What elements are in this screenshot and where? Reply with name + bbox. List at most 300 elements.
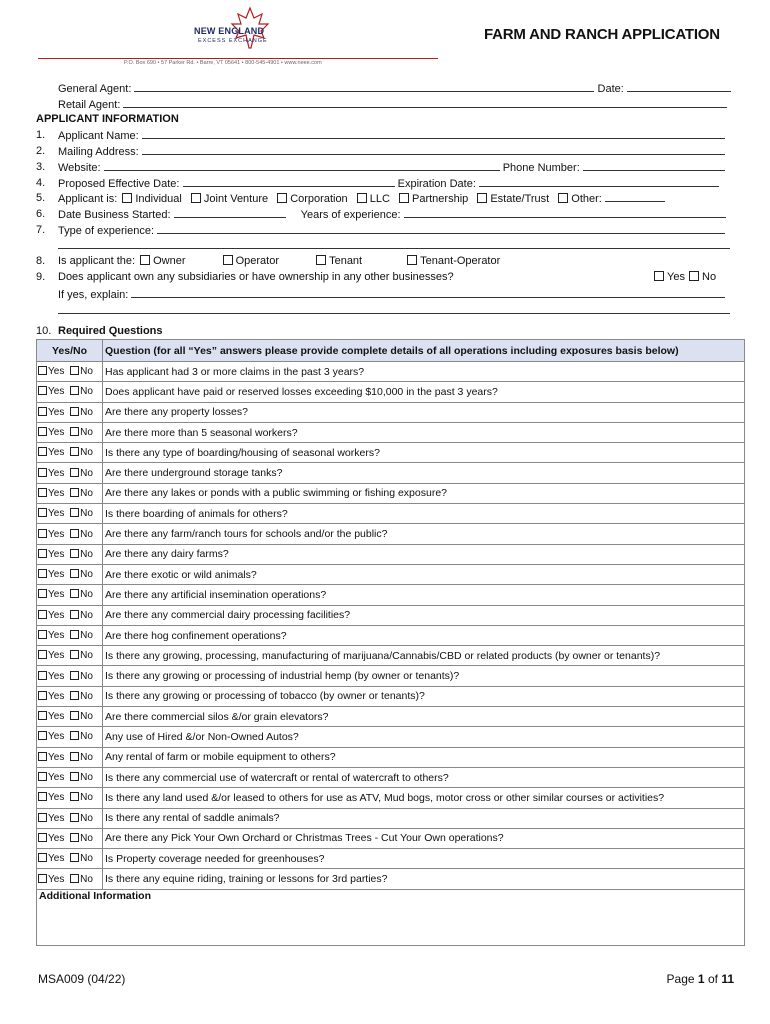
yes-checkbox[interactable] — [38, 529, 47, 538]
additional-info-row — [37, 889, 745, 945]
yes-checkbox[interactable] — [38, 610, 47, 619]
no-checkbox[interactable] — [70, 792, 79, 801]
question-text: Are there exotic or wild animals? — [105, 568, 257, 581]
no-label: No — [80, 447, 93, 459]
item-number: 7. — [36, 224, 46, 236]
no-checkbox[interactable] — [70, 752, 79, 761]
yes-label: Yes — [48, 630, 65, 641]
item-number: 5. — [36, 192, 46, 204]
no-checkbox[interactable] — [70, 366, 79, 375]
no-checkbox[interactable] — [70, 447, 79, 456]
yes-checkbox[interactable] — [38, 589, 47, 598]
option-label: Estate/Trust — [490, 193, 550, 205]
table-row — [37, 767, 745, 787]
question-text: Are there any artificial insemination operations? — [105, 588, 327, 601]
yes-label: Yes — [48, 751, 65, 763]
no-label: No — [80, 548, 93, 560]
no-checkbox[interactable] — [70, 488, 79, 497]
table-row — [37, 707, 745, 727]
type-experience-label: Type of experience: — [58, 225, 155, 237]
item-number: 2. — [36, 145, 46, 157]
yes-no-cell — [37, 483, 103, 503]
effective-date-label: Proposed Effective Date: — [58, 178, 180, 190]
no-label: No — [80, 711, 93, 723]
no-label: No — [80, 630, 93, 641]
question-text: Is there any growing, processing, manufacturing of marijuana/Cannabis/CBD or related products (by owner or tenants)? — [105, 649, 661, 662]
question-cell — [103, 788, 745, 808]
yes-label: Yes — [48, 873, 65, 885]
table-row — [37, 788, 745, 808]
brand-subname: EXCESS EXCHANGE — [198, 38, 268, 44]
yes-label: Yes — [48, 427, 65, 439]
retail-agent-row — [58, 97, 727, 112]
yes-no-cell — [37, 524, 103, 544]
no-label: No — [80, 832, 93, 844]
no-checkbox[interactable] — [70, 711, 79, 720]
question-text: Are there any lakes or ponds with a public swimming or fishing exposure? — [105, 487, 448, 500]
no-label: No — [80, 873, 93, 885]
joint-venture-checkbox[interactable] — [191, 193, 201, 203]
question-cell — [103, 625, 745, 645]
corporation-checkbox[interactable] — [277, 193, 287, 203]
question-cell — [103, 422, 745, 442]
no-label: No — [80, 528, 93, 540]
no-label: No — [80, 731, 93, 743]
option-label: Individual — [135, 193, 182, 205]
table-row — [37, 585, 745, 605]
question-text: Is there any rental of saddle animals? — [105, 812, 280, 825]
date-started-label: Date Business Started: — [58, 209, 171, 221]
question-text: Is Property coverage needed for greenhouses? — [105, 852, 325, 865]
yes-no-cell — [37, 382, 103, 402]
page-total: 11 — [721, 972, 734, 986]
question-cell — [103, 707, 745, 727]
question-text: Are there any Pick Your Own Orchard or Christmas Trees - Cut Your Own operations? — [105, 832, 504, 845]
yes-no-cell — [37, 463, 103, 483]
date-started-row — [58, 207, 726, 222]
yes-label: Yes — [48, 731, 65, 743]
item-number: 4. — [36, 177, 46, 189]
other-field[interactable] — [605, 191, 665, 202]
yes-label: Yes — [667, 271, 685, 283]
yes-no-cell — [37, 828, 103, 848]
yes-no-cell — [37, 646, 103, 666]
no-checkbox[interactable] — [70, 813, 79, 822]
date-field[interactable] — [627, 81, 731, 92]
option-label: Joint Venture — [203, 193, 269, 205]
no-label: No — [80, 751, 93, 763]
yes-no-cell — [37, 544, 103, 564]
no-label: No — [80, 386, 93, 398]
question-cell — [103, 767, 745, 787]
no-label: No — [80, 366, 93, 378]
yes-checkbox[interactable] — [38, 650, 47, 659]
option-label: Partnership — [412, 193, 469, 205]
no-label: No — [80, 853, 93, 865]
additional-info-field[interactable] — [37, 889, 745, 945]
website-row — [58, 160, 725, 175]
question-text: Is there any equine riding, training or lessons for 3rd parties? — [105, 873, 388, 886]
subsidiaries-no-checkbox[interactable] — [689, 271, 699, 281]
yes-no-cell — [37, 747, 103, 767]
no-label: No — [80, 772, 93, 784]
yes-checkbox[interactable] — [38, 508, 47, 517]
item-number: 10. — [36, 325, 52, 337]
yes-no-cell — [37, 605, 103, 625]
question-cell — [103, 828, 745, 848]
mailing-address-row — [58, 144, 725, 159]
yes-no-cell — [37, 362, 103, 382]
other-checkbox[interactable] — [558, 193, 568, 203]
type-experience-row-2 — [58, 238, 730, 253]
table-row — [37, 747, 745, 767]
form-id: MSA009 (04/22) — [38, 972, 126, 986]
retail-agent-label: Retail Agent: — [58, 99, 121, 111]
yes-label: Yes — [48, 447, 65, 459]
type-experience-field-2[interactable] — [58, 238, 730, 249]
question-text: Are there any farm/ranch tours for schools and/or the public? — [105, 528, 388, 541]
tenant-operator-checkbox[interactable] — [407, 255, 417, 265]
question-cell — [103, 808, 745, 828]
question-text: Is there any type of boarding/housing of seasonal workers? — [105, 446, 380, 459]
page-indicator — [667, 972, 734, 986]
option-label: LLC — [369, 193, 390, 205]
yes-checkbox[interactable] — [38, 711, 47, 720]
yes-label: Yes — [48, 772, 65, 784]
yes-checkbox[interactable] — [38, 569, 47, 578]
explain-row-2 — [58, 303, 730, 318]
website-label: Website: — [58, 162, 101, 174]
yes-checkbox[interactable] — [38, 549, 47, 558]
yes-checkbox[interactable] — [38, 772, 47, 781]
no-checkbox[interactable] — [70, 427, 79, 436]
no-checkbox[interactable] — [70, 407, 79, 416]
question-cell — [103, 362, 745, 382]
applicant-type-row — [58, 191, 665, 206]
yes-label: Yes — [48, 832, 65, 844]
required-questions-heading: Required Questions — [58, 325, 163, 337]
question-cell — [103, 443, 745, 463]
question-text: Are there any commercial dairy processing facilities? — [105, 609, 351, 622]
individual-checkbox[interactable] — [122, 193, 132, 203]
page-prefix: Page — [666, 972, 695, 986]
header-divider — [38, 58, 438, 59]
yes-checkbox[interactable] — [38, 874, 47, 883]
applicant-role-row — [58, 254, 500, 268]
table-row — [37, 544, 745, 564]
item-number: 9. — [36, 271, 46, 283]
tenant-checkbox[interactable] — [316, 255, 326, 265]
no-label: No — [80, 690, 93, 702]
yes-no-cell — [37, 504, 103, 524]
yes-no-cell — [37, 402, 103, 422]
option-label: Operator — [235, 255, 280, 267]
question-cell — [103, 666, 745, 686]
applicant-info-heading: APPLICANT INFORMATION — [36, 113, 179, 125]
explain-label: If yes, explain: — [58, 289, 129, 301]
no-checkbox[interactable] — [70, 671, 79, 680]
yes-checkbox[interactable] — [38, 366, 47, 375]
no-label: No — [80, 609, 93, 621]
yes-no-cell — [37, 727, 103, 747]
yes-label: Yes — [48, 386, 65, 398]
yes-no-cell — [37, 585, 103, 605]
yes-checkbox[interactable] — [38, 752, 47, 761]
question-text: Is there boarding of animals for others? — [105, 507, 288, 520]
question-text: Is there any growing or processing of industrial hemp (by owner or tenants)? — [105, 670, 460, 683]
yes-label: Yes — [48, 569, 65, 581]
table-row — [37, 524, 745, 544]
question-text: Are there underground storage tanks? — [105, 467, 283, 480]
question-text: Are there more than 5 seasonal workers? — [105, 426, 298, 439]
table-row — [37, 849, 745, 869]
no-checkbox[interactable] — [70, 772, 79, 781]
additional-info-label: Additional Information — [39, 889, 151, 902]
no-checkbox[interactable] — [70, 589, 79, 598]
owner-checkbox[interactable] — [140, 255, 150, 265]
table-row — [37, 402, 745, 422]
page-of: of — [707, 972, 718, 986]
question-cell — [103, 382, 745, 402]
yes-label: Yes — [48, 670, 65, 682]
subsidiaries-label: Does applicant own any subsidiaries or have ownership in any other businesses? — [58, 271, 454, 283]
question-cell — [103, 605, 745, 625]
no-checkbox[interactable] — [70, 650, 79, 659]
yes-checkbox[interactable] — [38, 731, 47, 740]
yes-checkbox[interactable] — [38, 386, 47, 395]
phone-field[interactable] — [583, 160, 725, 171]
brand-name: NEW ENGLAND — [194, 26, 265, 36]
no-checkbox[interactable] — [70, 529, 79, 538]
expiration-date-label: Expiration Date: — [397, 178, 476, 190]
question-cell — [103, 727, 745, 747]
yes-no-cell — [37, 686, 103, 706]
yes-label: Yes — [48, 548, 65, 560]
table-row — [37, 564, 745, 584]
question-text: Does applicant have paid or reserved losses exceeding $10,000 in the past 3 years? — [105, 385, 498, 398]
no-checkbox[interactable] — [70, 691, 79, 700]
question-cell — [103, 504, 745, 524]
option-label: Owner — [153, 255, 186, 267]
item-number: 3. — [36, 161, 46, 173]
table-row — [37, 605, 745, 625]
option-label: Tenant-Operator — [420, 255, 501, 267]
yes-no-cell — [37, 707, 103, 727]
no-label: No — [80, 467, 93, 479]
no-label: No — [80, 650, 93, 662]
question-text: Is there any land used &/or leased to others for use as ATV, Mud bogs, motor cross or other similar courses or activities? — [105, 791, 665, 804]
no-label: No — [702, 271, 717, 283]
yes-no-cell — [37, 788, 103, 808]
question-text: Has applicant had 3 or more claims in the past 3 years? — [105, 365, 365, 378]
no-label: No — [80, 406, 93, 418]
question-header: Question (for all “Yes” answers please provide complete details of all operations including exposures basis below) — [103, 340, 745, 362]
general-agent-row — [58, 81, 731, 96]
table-row — [37, 483, 745, 503]
mailing-address-label: Mailing Address: — [58, 146, 139, 158]
no-checkbox[interactable] — [70, 874, 79, 883]
subsidiaries-yes-no — [652, 270, 716, 284]
no-checkbox[interactable] — [70, 833, 79, 842]
years-experience-field[interactable] — [404, 207, 726, 218]
question-text: Are there any property losses? — [105, 406, 248, 419]
date-started-field[interactable] — [174, 207, 286, 218]
effective-date-field[interactable] — [183, 176, 395, 187]
company-logo — [190, 6, 300, 58]
no-label: No — [80, 487, 93, 499]
table-row — [37, 828, 745, 848]
question-cell — [103, 483, 745, 503]
no-label: No — [80, 508, 93, 520]
table-row — [37, 646, 745, 666]
yes-label: Yes — [48, 528, 65, 540]
yes-checkbox[interactable] — [38, 427, 47, 436]
no-checkbox[interactable] — [70, 731, 79, 740]
question-cell — [103, 747, 745, 767]
yes-label: Yes — [48, 467, 65, 479]
yes-no-cell — [37, 869, 103, 889]
yes-checkbox[interactable] — [38, 671, 47, 680]
question-text: Any rental of farm or mobile equipment to others? — [105, 751, 336, 764]
question-text: Are there commercial silos &/or grain elevators? — [105, 710, 329, 723]
yes-label: Yes — [48, 589, 65, 601]
yes-label: Yes — [48, 366, 65, 378]
applicant-name-field[interactable] — [142, 128, 725, 139]
table-row — [37, 422, 745, 442]
table-row — [37, 443, 745, 463]
phone-label: Phone Number: — [502, 162, 580, 174]
yes-checkbox[interactable] — [38, 488, 47, 497]
item-number: 1. — [36, 129, 46, 141]
effective-date-row — [58, 176, 719, 191]
yes-no-cell — [37, 808, 103, 828]
general-agent-field[interactable] — [134, 81, 594, 92]
subsidiaries-yes-checkbox[interactable] — [654, 271, 664, 281]
yes-checkbox[interactable] — [38, 407, 47, 416]
no-checkbox[interactable] — [70, 386, 79, 395]
retail-agent-field[interactable] — [123, 97, 727, 108]
question-cell — [103, 869, 745, 889]
no-checkbox[interactable] — [70, 630, 79, 639]
question-cell — [103, 686, 745, 706]
yes-checkbox[interactable] — [38, 853, 47, 862]
yes-checkbox[interactable] — [38, 468, 47, 477]
table-row — [37, 463, 745, 483]
yes-label: Yes — [48, 812, 65, 824]
years-experience-label: Years of experience: — [300, 209, 401, 221]
question-cell — [103, 544, 745, 564]
type-experience-row — [58, 223, 725, 238]
option-label: Tenant — [329, 255, 363, 267]
yes-checkbox[interactable] — [38, 447, 47, 456]
option-label: Corporation — [290, 193, 348, 205]
option-label: Other: — [571, 193, 602, 205]
question-cell — [103, 524, 745, 544]
table-row — [37, 666, 745, 686]
yes-checkbox[interactable] — [38, 792, 47, 801]
yes-no-cell — [37, 443, 103, 463]
page-title: FARM AND RANCH APPLICATION — [484, 26, 720, 43]
llc-checkbox[interactable] — [357, 193, 367, 203]
explain-row — [58, 287, 725, 302]
yes-label: Yes — [48, 650, 65, 662]
yes-no-header: Yes/No — [37, 340, 103, 362]
question-cell — [103, 463, 745, 483]
yes-label: Yes — [48, 792, 65, 804]
mailing-address-field[interactable] — [142, 144, 725, 155]
no-label: No — [80, 812, 93, 824]
table-row — [37, 727, 745, 747]
question-cell — [103, 564, 745, 584]
yes-checkbox[interactable] — [38, 691, 47, 700]
no-label: No — [80, 569, 93, 581]
no-checkbox[interactable] — [70, 468, 79, 477]
yes-no-cell — [37, 564, 103, 584]
yes-label: Yes — [48, 711, 65, 723]
explain-field[interactable] — [131, 287, 725, 298]
question-cell — [103, 585, 745, 605]
yes-label: Yes — [48, 690, 65, 702]
question-text: Are there hog confinement operations? — [105, 629, 287, 642]
estate-trust-checkbox[interactable] — [477, 193, 487, 203]
applicant-name-label: Applicant Name: — [58, 130, 139, 142]
yes-no-cell — [37, 422, 103, 442]
no-checkbox[interactable] — [70, 610, 79, 619]
no-checkbox[interactable] — [70, 853, 79, 862]
explain-field-2[interactable] — [58, 303, 730, 314]
general-agent-label: General Agent: — [58, 83, 132, 95]
yes-label: Yes — [48, 508, 65, 520]
no-label: No — [80, 670, 93, 682]
table-header-row — [37, 340, 745, 362]
yes-no-cell — [37, 625, 103, 645]
expiration-date-field[interactable] — [479, 176, 719, 187]
item-number: 6. — [36, 208, 46, 220]
company-address: P.O. Box 690 • 57 Parker Rd. • Barre, VT 05641 • 800-545-4901 • www.neee.com — [124, 60, 322, 66]
item-number: 8. — [36, 255, 46, 267]
operator-checkbox[interactable] — [223, 255, 233, 265]
table-row — [37, 686, 745, 706]
yes-label: Yes — [48, 853, 65, 865]
no-checkbox[interactable] — [70, 569, 79, 578]
yes-checkbox[interactable] — [38, 833, 47, 842]
subsidiaries-row — [58, 270, 454, 284]
type-experience-field[interactable] — [157, 223, 725, 234]
website-field[interactable] — [104, 160, 500, 171]
page-number: 1 — [697, 972, 705, 986]
yes-checkbox[interactable] — [38, 813, 47, 822]
yes-checkbox[interactable] — [38, 630, 47, 639]
question-cell — [103, 646, 745, 666]
no-checkbox[interactable] — [70, 508, 79, 517]
question-text: Are there any dairy farms? — [105, 548, 229, 561]
no-checkbox[interactable] — [70, 549, 79, 558]
applicant-name-row — [58, 128, 725, 143]
no-label: No — [80, 589, 93, 601]
question-text: Is there any growing or processing of tobacco (by owner or tenants)? — [105, 690, 425, 703]
no-label: No — [80, 427, 93, 439]
table-row — [37, 869, 745, 889]
yes-label: Yes — [48, 609, 65, 621]
table-row — [37, 382, 745, 402]
yes-label: Yes — [48, 406, 65, 418]
yes-label: Yes — [48, 487, 65, 499]
no-label: No — [80, 792, 93, 804]
table-row — [37, 808, 745, 828]
partnership-checkbox[interactable] — [399, 193, 409, 203]
table-row — [37, 504, 745, 524]
question-text: Any use of Hired &/or Non-Owned Autos? — [105, 730, 299, 743]
